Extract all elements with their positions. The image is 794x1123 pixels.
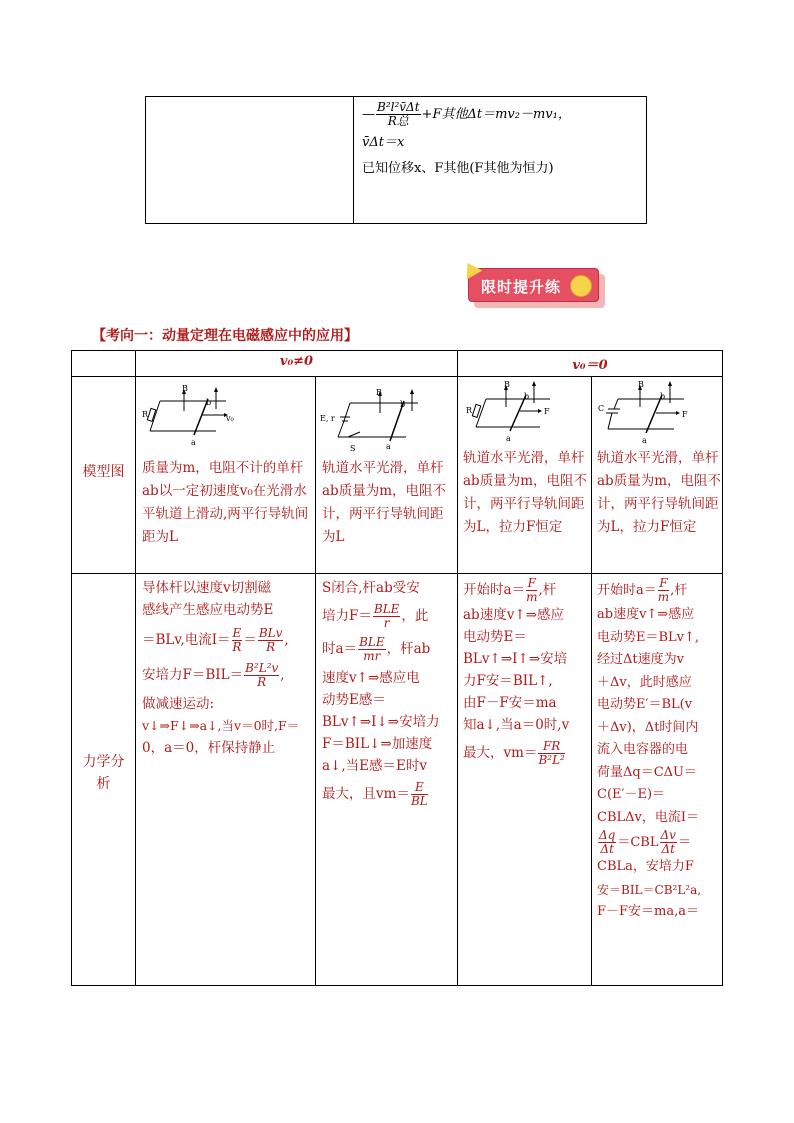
analysis-col-2: S闭合,杆ab受安 培力F＝ $\frac{\text{BLE}}{r}$ ，此 时a＝ $\frac{\text{BLE}}{mr}$ ，杆ab 速度v↑⇒感应电 动势E感＝ BLv↑⇒I↓⇒安培力 F＝BIL↓⇒加速度 a↓,当E感＝E时v 最大，且vm＝ $\frac{E}{BL}$ — [322, 580, 440, 808]
label-F: F — [544, 407, 550, 416]
label-R: R — [142, 410, 149, 419]
model-text-2: 轨道水平光滑，单杆ab质量为m，电阻不计，两平行导轨间距为L — [322, 460, 446, 545]
top-table-formula: — $\frac{\text{B²l²v̄Δt}}{\text{R总}}$ +F其他Δt＝mv₂－mv₁， v̄Δt＝x 已知位移x、F其他(F其他为恒力) — [362, 101, 642, 178]
label-a: a — [642, 436, 647, 445]
label-a: a — [506, 434, 511, 443]
label-b: b — [524, 392, 530, 401]
label-b: b — [400, 400, 406, 409]
top-table-divider — [353, 97, 354, 223]
label-B: B — [504, 380, 510, 389]
grid-line — [315, 376, 316, 985]
trophy-icon — [570, 275, 592, 297]
grid-line — [591, 376, 592, 985]
analysis-col-4: 开始时a＝ $\frac{F}{m}$ ,杆 ab速度v↑⇒感应 电动势E＝BLv↑, 经过Δt速度为v ＋Δv，此时感应 电动势E′＝BL(v ＋Δv)，Δt时间内 流入电容器的电 荷量Δq＝CΔU＝ C(E′－E)＝ CBLΔv，电流I＝ $\frac{\Delta q}{\Delta t}$ ＝CBL $\frac{\Delta v}{\Delta t}$ ＝ CBLa，安培力F 安＝BIL＝CB²L²a, F－F安＝ma,a＝ — [597, 576, 702, 919]
practice-badge — [468, 268, 607, 308]
label-b: b — [660, 392, 666, 401]
col-head-v0-nonzero: v₀≠0 — [279, 354, 314, 369]
top-formula-line3: 已知位移x、F其他(F其他为恒力) — [362, 161, 554, 176]
label-a: a — [191, 438, 196, 447]
analysis-col-3: 开始时a＝ $\frac{F}{m}$ ,杆 ab速度v↑⇒感应 电动势E＝ BLv↑⇒I↑⇒安培 力F安＝BIL↑, 由F－F安＝ma 知a↓,当a＝0时,v 最大，vm＝ $\frac{FR}{\text{B²L²}}$ — [463, 576, 570, 767]
main-table — [71, 350, 723, 986]
label-b: b — [206, 398, 212, 407]
analysis-col-1: 导体杆以速度v切割磁 感线产生感应电动势E ＝BLv,电流I＝ $\frac{E}{R}$ ＝ $\frac{\text{BLv}}{R}$ , 安培力F＝BIL＝ $\frac{\text{B²L²v}}{R}$ , 做减速运动: v↓⇒F↓⇒a↓,当v＝0时,F＝ 0，a＝0，杆保持静止 — [142, 580, 300, 756]
grid-line — [135, 351, 136, 985]
row-head-model: 模型图 — [82, 464, 125, 480]
row-head-analysis: 力学分析 — [82, 754, 125, 792]
label-v0: v₀ — [226, 414, 234, 423]
label-F: F — [682, 410, 688, 419]
top-formula-line1: +F其他Δt＝mv₂－mv₁， — [421, 106, 571, 122]
top-formula-fraction: $\frac{\text{B²l²v̄Δt}}{\text{R总}}$ — [377, 100, 420, 128]
top-table — [145, 96, 647, 224]
badge-face — [468, 268, 599, 302]
label-B: B — [182, 384, 188, 393]
label-a: a — [386, 442, 391, 451]
section-heading: 【考向一：动量定理在电磁感应中的应用】 — [92, 328, 358, 344]
model-text-3: 轨道水平光滑，单杆ab质量为m，电阻不计，两平行导轨间距为L，拉力F恒定 — [463, 450, 587, 535]
grid-line — [457, 351, 458, 985]
label-S: S — [350, 444, 356, 453]
label-B: B — [638, 380, 644, 389]
model-text-4: 轨道水平光滑，单杆ab质量为m，电阻不计，两平行导轨间距为L，拉力F恒定 — [597, 450, 721, 535]
top-formula-line2: v̄Δt＝x — [362, 135, 405, 150]
badge-label: 限时提升练 — [481, 278, 562, 296]
label-B: B — [376, 388, 382, 397]
label-E-r: E, r — [320, 414, 335, 423]
label-R: R — [466, 406, 473, 415]
col-head-v0-zero: v₀＝0 — [572, 358, 608, 373]
label-C: C — [598, 404, 605, 413]
model-text-1: 质量为m，电阻不计的单杆ab以一定初速度v₀在光滑水平轨道上滑动,两平行导轨间距为L — [142, 460, 309, 545]
rail-diagram-resistor — [140, 381, 240, 453]
rail-diagram-force — [464, 377, 564, 449]
rail-diagram-battery — [320, 387, 430, 459]
grid-line — [72, 573, 722, 574]
rail-diagram-capacitor — [596, 377, 696, 449]
